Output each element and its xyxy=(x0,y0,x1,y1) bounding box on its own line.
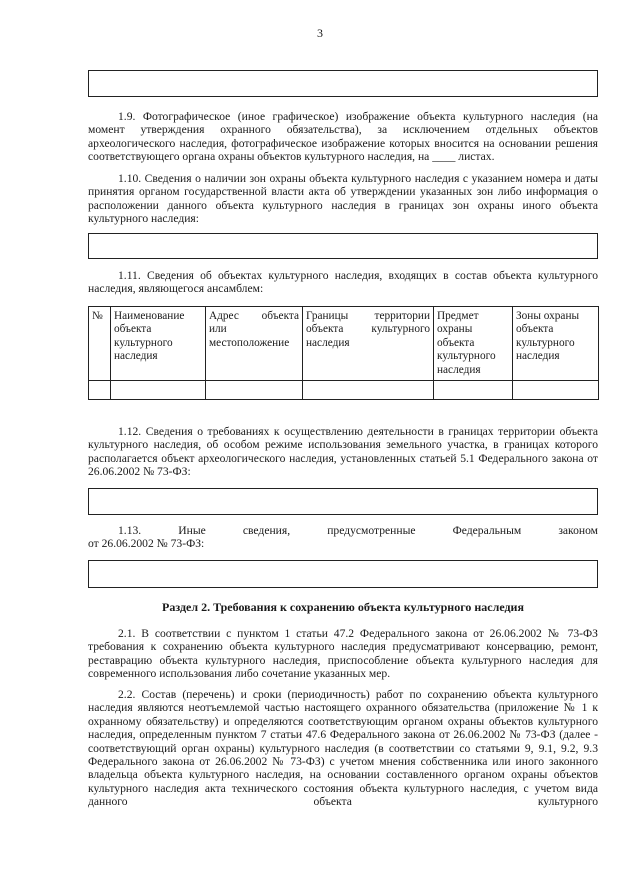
blank-field-box xyxy=(88,560,598,588)
table-header-row xyxy=(89,307,599,381)
table-cell xyxy=(89,381,111,400)
paragraph-1-13-line1: 1.13. Иные сведения, предусмотренные Федеральным законом xyxy=(118,524,598,537)
table-header-cell: Границы территории объекта культурного наследия xyxy=(303,307,434,381)
paragraph-1-12: 1.12. Сведения о требованиях к осуществлению деятельности в границах территории объекта культурного наследия, об особом режиме использования земельного участка, в границах которого располагается объект археологического наследия, установленных статьей 5.1 Федерального закона от 26.06.2002 № 73-ФЗ: xyxy=(88,425,598,479)
table-header-cell: Наименование объекта культурного наследия xyxy=(111,307,206,381)
blank-field-box xyxy=(88,233,598,259)
blank-field-box xyxy=(88,70,598,97)
table-cell xyxy=(303,381,434,400)
blank-field-box xyxy=(88,488,598,515)
paragraph-2-1: 2.1. В соответствии с пунктом 1 статьи 47.2 Федерального закона от 26.06.2002 № 73-ФЗ требования к сохранению объекта культурного наследия предусматривают консервацию, ремонт, реставрацию объекта культурного наследия, приспособление объекта культурного наследия для современного использования либо сочетание указанных мер. xyxy=(88,627,598,681)
paragraph-1-10: 1.10. Сведения о наличии зон охраны объекта культурного наследия с указанием номера и даты принятия органом государственной власти акта об утверждении указанных зон либо информация о расположении данного объекта культурного наследия в границах зон охраны иного объекта культурного наследия: xyxy=(88,172,598,226)
table-cell xyxy=(111,381,206,400)
section-2-title: Раздел 2. Требования к сохранению объекта культурного наследия xyxy=(162,600,524,614)
ensemble-objects-table xyxy=(88,306,599,400)
paragraph-1-11: 1.11. Сведения об объектах культурного наследия, входящих в состав объекта культурного наследия, являющегося ансамблем: xyxy=(88,269,598,296)
table-header-cell: Зоны охраны объекта культурного наследия xyxy=(513,307,599,381)
table-cell xyxy=(206,381,303,400)
table-cell xyxy=(513,381,599,400)
paragraph-1-13-line2: от 26.06.2002 № 73-ФЗ: xyxy=(88,537,205,550)
table-header-cell: Адрес объекта или местоположение xyxy=(206,307,303,381)
page-number: 3 xyxy=(317,26,323,40)
paragraph-2-2: 2.2. Состав (перечень) и сроки (периодичность) работ по сохранению объекта культурного наследия являются неотъемлемой частью настоящего охранного обязательства (приложение № 1 к охранному обязательству) и определяются соответствующим органом охраны объектов культурного наследия, определенным пунктом 7 статьи 47.6 Федерального закона от 26.06.2002 № 73-ФЗ (далее - соответствующий орган охраны) культурного наследия (в соответствии со статьями 9, 9.1, 9.2, 9.3 Федерального закона от 26.06.2002 № 73-ФЗ) с учетом мнения собственника или иного законного владельца объекта культурного наследия, на основании составленного органом охраны объектов культурного наследия акта технического состояния объекта культурного наследия, с учетом вида данного объекта культурного xyxy=(88,688,598,809)
table-row xyxy=(89,381,599,400)
table-header-cell: № xyxy=(89,307,111,381)
table-header-cell: Предмет охраны объекта культурного наследия xyxy=(434,307,513,381)
paragraph-1-9: 1.9. Фотографическое (иное графическое) изображение объекта культурного наследия (на момент утверждения охранного обязательства), за исключением отдельных объектов археологического наследия, фотографическое изображение которых вносится на основании решения соответствующего органа охраны объектов культурного наследия, на ____ листах. xyxy=(88,110,598,164)
table-cell xyxy=(434,381,513,400)
